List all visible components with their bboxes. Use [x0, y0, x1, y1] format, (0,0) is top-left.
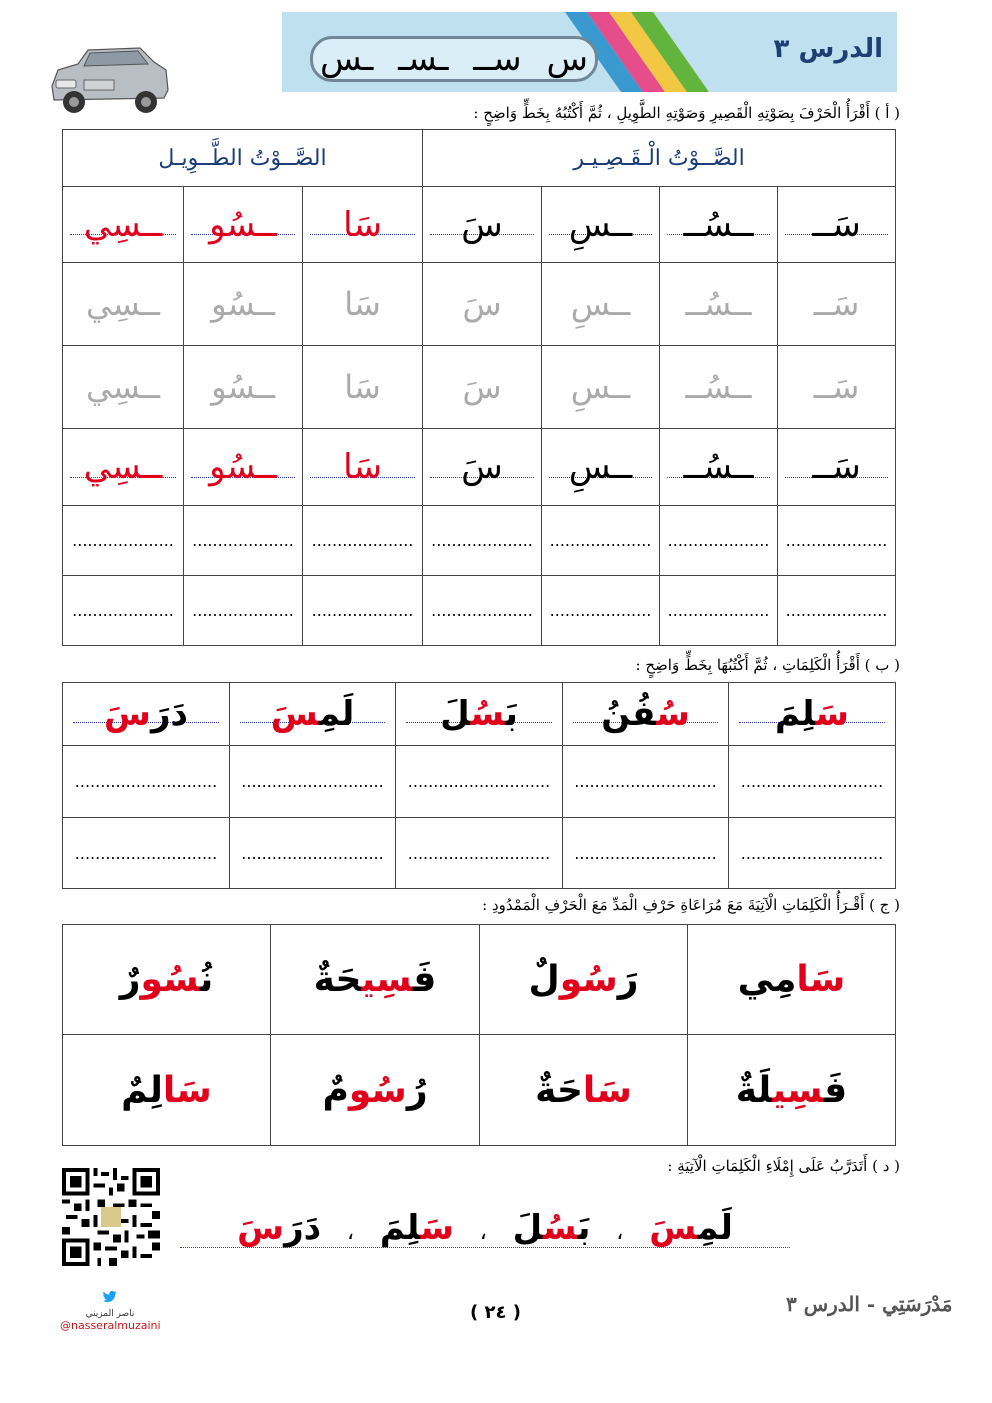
author-handle[interactable]: @nasseralmuzaini	[60, 1319, 161, 1332]
write-cell[interactable]: ....................	[423, 576, 542, 646]
trace-cell[interactable]: ــسِي	[63, 263, 184, 346]
word-cell: سَامِي	[688, 925, 896, 1035]
word-cell: سَلِمَ	[729, 683, 896, 746]
syllable-cell: ــسِ	[542, 429, 660, 506]
letter-forms-box	[310, 36, 598, 82]
table-row	[63, 1035, 896, 1146]
section-a-table	[62, 129, 896, 646]
write-cell[interactable]: ............................	[729, 746, 896, 818]
author-name: ناصر المزيني	[85, 1309, 135, 1319]
trace-cell[interactable]: ــسُــ	[660, 346, 778, 429]
table-row	[63, 925, 896, 1035]
section-b-instruction: ( ب ) أَقْرَأُ الْكَلِمَاتِ ، ثُمَّ أَكْتُبُهَا بِخَطٍّ وَاضِحٍ :	[635, 656, 900, 674]
write-cell[interactable]: ....................	[778, 506, 896, 576]
write-cell[interactable]: ....................	[542, 576, 660, 646]
syllable-cell: ــسِي	[63, 429, 184, 506]
trace-cell[interactable]: سَا	[303, 263, 423, 346]
syllable-cell: سَا	[303, 429, 423, 506]
author-credit	[60, 1290, 160, 1332]
write-cell[interactable]: ....................	[184, 576, 303, 646]
trace-cell[interactable]: سَــ	[778, 346, 896, 429]
trace-cell[interactable]: ــسِي	[63, 346, 184, 429]
twitter-icon[interactable]	[103, 1291, 117, 1303]
trace-cell[interactable]: ــسُــ	[660, 263, 778, 346]
syllable-cell: سَ	[423, 187, 542, 263]
write-cell[interactable]: ............................	[230, 818, 396, 889]
word-cell: دَرَسَ	[63, 683, 230, 746]
word-cell: لَمِسَ	[230, 683, 396, 746]
table-row	[63, 429, 896, 506]
word-cell: رُسُومٌ	[271, 1035, 480, 1146]
word-cell: فَسِيلَةٌ	[688, 1035, 896, 1146]
syllable-cell: ــسُــ	[660, 429, 778, 506]
trace-cell[interactable]: سَ	[423, 263, 542, 346]
write-cell[interactable]: ............................	[729, 818, 896, 889]
write-cell[interactable]: ....................	[660, 506, 778, 576]
word-cell: سَاحَةٌ	[480, 1035, 688, 1146]
syllable-cell: ــسُــ	[660, 187, 778, 263]
dictation-line	[180, 1208, 790, 1258]
write-cell[interactable]: ....................	[778, 576, 896, 646]
trace-cell[interactable]: سَ	[423, 346, 542, 429]
word-cell: بَسُلَ	[396, 683, 563, 746]
write-cell[interactable]: ....................	[660, 576, 778, 646]
write-cell[interactable]: ............................	[396, 746, 563, 818]
car-icon	[44, 40, 172, 118]
page-number: ( ٢٤ )	[470, 1302, 521, 1323]
section-d-instruction: ( د ) أَتَدَرَّبُ عَلَى إِمْلَاءِ الْكَلِمَاتِ الْآتِيَةِ :	[667, 1157, 900, 1175]
write-cell[interactable]: ............................	[230, 746, 396, 818]
word-cell: رَسُولٌ	[480, 925, 688, 1035]
syllable-cell: ــسُو	[184, 187, 303, 263]
syllable-cell: سَــ	[778, 187, 896, 263]
table-row	[63, 263, 896, 346]
letter-forms: س ســ ـسـ ـس	[320, 39, 588, 79]
trace-cell[interactable]: ــسِ	[542, 346, 660, 429]
word-cell: فَسِيحَةٌ	[271, 925, 480, 1035]
header-long-sound: الصَّــوْتُ الطَّــوِيـل	[63, 130, 423, 187]
write-cell[interactable]: ............................	[396, 818, 563, 889]
table-row	[63, 683, 896, 746]
trace-cell[interactable]: سَا	[303, 346, 423, 429]
dictation-words: لَمِسَ ، بَسُلَ ، سَلِمَ ، دَرَسَ	[237, 1208, 733, 1248]
word-cell: سَالِمٌ	[63, 1035, 271, 1146]
syllable-cell: ــسِي	[63, 187, 184, 263]
write-cell[interactable]: ....................	[542, 506, 660, 576]
syllable-cell: ــسِ	[542, 187, 660, 263]
write-cell[interactable]: ....................	[303, 506, 423, 576]
write-cell[interactable]: ............................	[63, 746, 230, 818]
table-row	[63, 506, 896, 576]
trace-cell[interactable]: ــسُو	[184, 263, 303, 346]
write-cell[interactable]: ............................	[563, 818, 729, 889]
syllable-cell: سَا	[303, 187, 423, 263]
section-b-table	[62, 682, 896, 889]
table-row	[63, 746, 896, 818]
table-row	[63, 818, 896, 889]
syllable-cell: سَ	[423, 429, 542, 506]
section-c-table	[62, 924, 896, 1146]
trace-cell[interactable]: سَــ	[778, 263, 896, 346]
write-cell[interactable]: ....................	[63, 576, 184, 646]
write-cell[interactable]: ............................	[563, 746, 729, 818]
write-cell[interactable]: ....................	[303, 576, 423, 646]
syllable-cell: سَــ	[778, 429, 896, 506]
section-c-instruction: ( ج ) أَقْـرَأُ الْكَلِمَاتِ الْآتِيَةَ مَعَ مُرَاعَاةِ حَرْفِ الْمَدِّ مَعَ الْحَرْفِ الْمَمْدُودِ :	[482, 896, 900, 914]
trace-cell[interactable]: ــسِ	[542, 263, 660, 346]
section-a-instruction: ( أ ) أَقْرَأُ الْحَرْفَ بِصَوْتِهِ الْقَصِيرِ وَصَوْتِهِ الطَّوِيلِ ، ثُمَّ أَكْتُبُهُ بِخَطٍّ وَاضِحٍ :	[473, 104, 900, 122]
lesson-title: الدرس ٣	[773, 34, 883, 64]
header-banner	[282, 12, 897, 92]
table-row	[63, 576, 896, 646]
syllable-cell: ــسُو	[184, 429, 303, 506]
word-cell: سُفُنُ	[563, 683, 729, 746]
header-short-sound: الصَّــوْتُ الْـقَـصِـيـر	[423, 130, 896, 187]
table-row	[63, 187, 896, 263]
trace-cell[interactable]: ــسُو	[184, 346, 303, 429]
write-cell[interactable]: ....................	[184, 506, 303, 576]
write-cell[interactable]: ............................	[63, 818, 230, 889]
table-row	[63, 346, 896, 429]
qr-code-icon[interactable]	[62, 1168, 160, 1266]
write-cell[interactable]: ....................	[423, 506, 542, 576]
footer-brand: مَدْرَسَتِي - الدرس ٣	[786, 1292, 953, 1316]
write-cell[interactable]: ....................	[63, 506, 184, 576]
word-cell: نُسُورٌ	[63, 925, 271, 1035]
